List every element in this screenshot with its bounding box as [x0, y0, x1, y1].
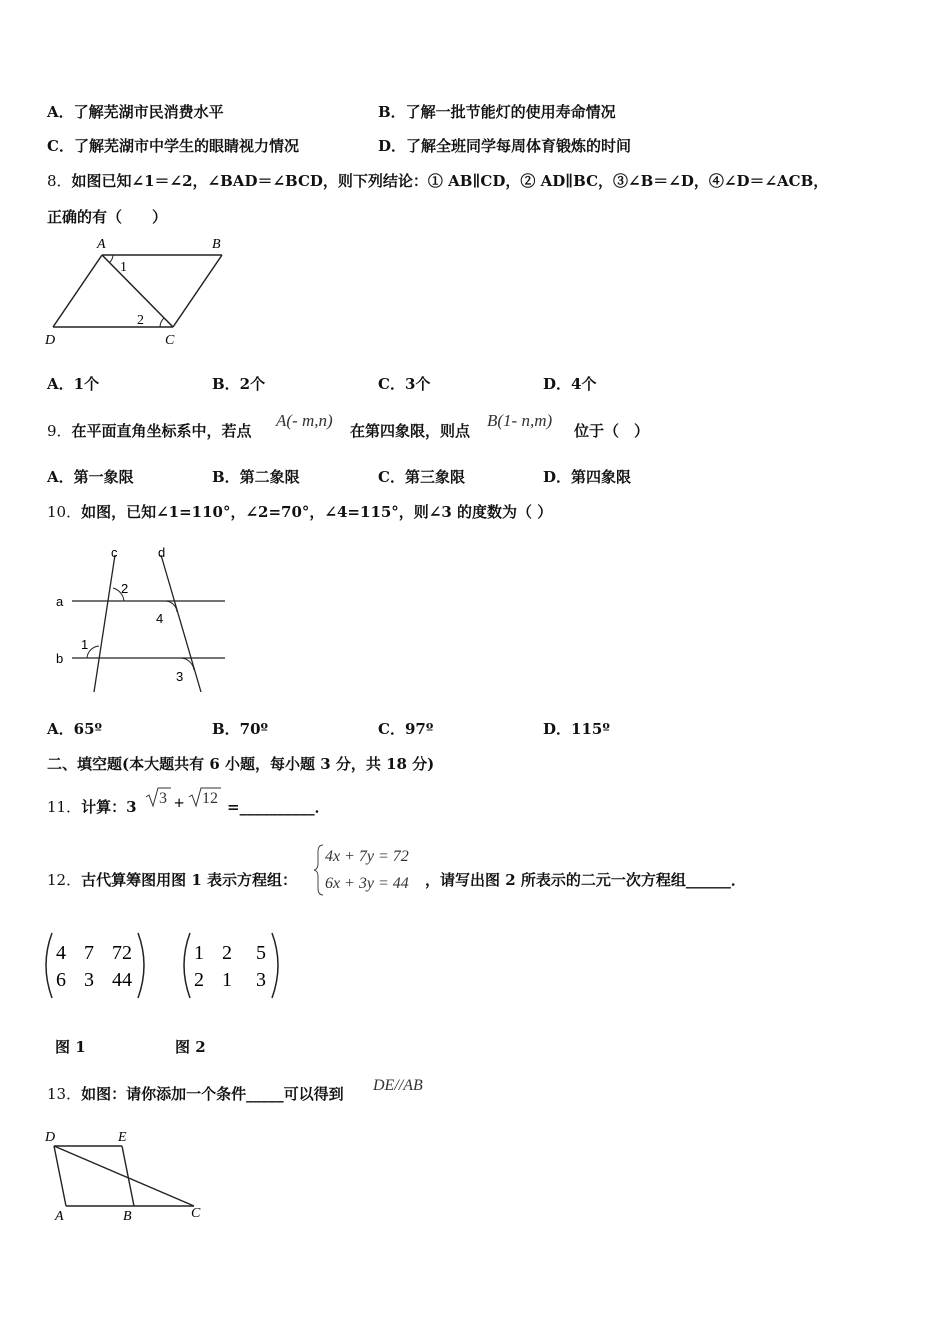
q10-option-a: A．65º: [47, 720, 103, 738]
q9-option-c: C．第三象限: [378, 468, 465, 486]
q8-stem: [47, 171, 828, 191]
q9-point-a: A(- m,n): [276, 411, 333, 430]
q13-label-a: A: [55, 1209, 64, 1224]
q11-stem: [47, 797, 137, 817]
fig2-r1c3: 5: [256, 942, 266, 964]
q9-stem-pre: 在平面直角坐标系中，若点: [71, 422, 252, 440]
fig2-r2c2: 1: [222, 969, 232, 991]
fig2-r2c1: 2: [194, 969, 204, 991]
q9-number: 9．: [47, 422, 72, 440]
q9-stem-post: 位于（ ）: [574, 422, 650, 440]
fig1-r2c2: 3: [84, 969, 94, 991]
q8-option-c: C．3个: [378, 375, 431, 393]
q8-angle-1: 1: [120, 260, 127, 275]
q7-option-c: C．了解芜湖市中学生的眼睛视力情况: [47, 137, 299, 155]
q11-answer-blank: =__________．: [227, 798, 330, 816]
q13-stem-text: 如图：请你添加一个条件_____可以得到: [81, 1085, 344, 1103]
q8-option-d: D．4个: [543, 375, 597, 393]
fig1-r1c2: 7: [84, 942, 94, 964]
q9-option-b: B．第二象限: [212, 468, 300, 486]
q8-stem-line2: 正确的有（ ）: [47, 208, 168, 226]
section-2-heading: 二、填空题(本大题共有 6 小题，每小题 3 分，共 18 分): [47, 755, 435, 773]
q7-option-a: A．了解芜湖市民消费水平: [47, 103, 224, 121]
q7-option-d: D．了解全班同学每周体育锻炼的时间: [378, 137, 632, 155]
q13-label-e: E: [118, 1130, 127, 1145]
q12-equation-2: 6x + 3y = 44: [325, 875, 409, 892]
q12-number: 12．: [47, 871, 82, 889]
q10-number: 10．: [47, 503, 82, 521]
q10-option-b: B．70º: [212, 720, 269, 738]
q11-formula: [143, 784, 238, 814]
q8-label-c: C: [165, 333, 175, 348]
q10-line-c: c: [111, 545, 118, 560]
q12-caption-1: 图 1: [55, 1038, 86, 1056]
fig2-r1c2: 2: [222, 942, 232, 964]
fig1-r1c3: 72: [112, 942, 132, 964]
q10-line-b: b: [56, 651, 64, 666]
q12-caption-2: 图 2: [175, 1038, 206, 1056]
q8-number: 8．: [47, 172, 72, 190]
q9-point-b: B(1- n,m): [487, 411, 553, 430]
q7-option-b: B．了解一批节能灯的使用寿命情况: [378, 103, 616, 121]
q11-stem-pre: 计算：3: [81, 798, 137, 816]
q13-figure: [40, 1124, 220, 1224]
q8-figure: [40, 232, 240, 352]
q11-number: 11．: [47, 798, 82, 816]
q13-number: 13．: [47, 1085, 82, 1103]
q12-stem: [47, 870, 297, 890]
q13-label-b: B: [123, 1209, 132, 1224]
q8-option-a: A．1个: [47, 375, 100, 393]
q13-label-c: C: [191, 1206, 201, 1221]
q11-plus: +: [174, 793, 185, 813]
q8-stem-text: 如图已知∠1＝∠2，∠BAD＝∠BCD，则下列结论：① AB∥CD，② AD∥BC，③∠B＝∠D，④∠D＝∠ACB，: [71, 172, 829, 190]
q10-line-a: a: [56, 594, 64, 609]
q10-stem: [47, 502, 552, 522]
q9-stem: [47, 421, 252, 441]
q9-option-a: A．第一象限: [47, 468, 134, 486]
q12-counting-rod-figures: [40, 928, 290, 1006]
q10-option-c: C．97º: [378, 720, 434, 738]
fig1-r2c1: 6: [56, 969, 66, 991]
fig2-r1c1: 1: [194, 942, 204, 964]
q10-angle-4: 4: [156, 611, 164, 626]
q8-option-b: B．2个: [212, 375, 266, 393]
q12-equation-1: 4x + 7y = 72: [325, 848, 409, 865]
q8-label-b: B: [212, 237, 221, 252]
q12-stem-pre: 古代算筹图用图 1 表示方程组：: [81, 871, 297, 889]
fig1-r1c1: 4: [56, 942, 66, 964]
q10-angle-3: 3: [176, 669, 184, 684]
q11-radicand-1: 3: [159, 790, 167, 807]
fig2-r2c3: 3: [256, 969, 266, 991]
q10-figure: [50, 540, 235, 700]
q8-angle-2: 2: [137, 313, 144, 328]
q12-equation-system: [312, 842, 427, 898]
q10-line-d: d: [158, 545, 166, 560]
fig1-r2c3: 44: [112, 969, 132, 991]
q8-label-a: A: [97, 237, 106, 252]
q10-angle-2: 2: [121, 581, 129, 596]
q13-label-d: D: [45, 1130, 56, 1145]
q10-option-d: D．115º: [543, 720, 610, 738]
q13-condition: DE//AB: [373, 1077, 423, 1094]
q10-angle-1: 1: [81, 637, 89, 652]
q10-stem-text: 如图，已知∠1=110°，∠2=70°，∠4=115°，则∠3 的度数为（ ）: [81, 503, 553, 521]
q13-stem: [47, 1084, 344, 1104]
q9-option-d: D．第四象限: [543, 468, 632, 486]
q12-stem-post: ，请写出图 2 所表示的二元一次方程组______．: [425, 871, 746, 889]
q8-label-d: D: [45, 333, 56, 348]
q9-stem-mid: 在第四象限，则点: [350, 422, 471, 440]
q11-radicand-2: 12: [202, 790, 218, 807]
